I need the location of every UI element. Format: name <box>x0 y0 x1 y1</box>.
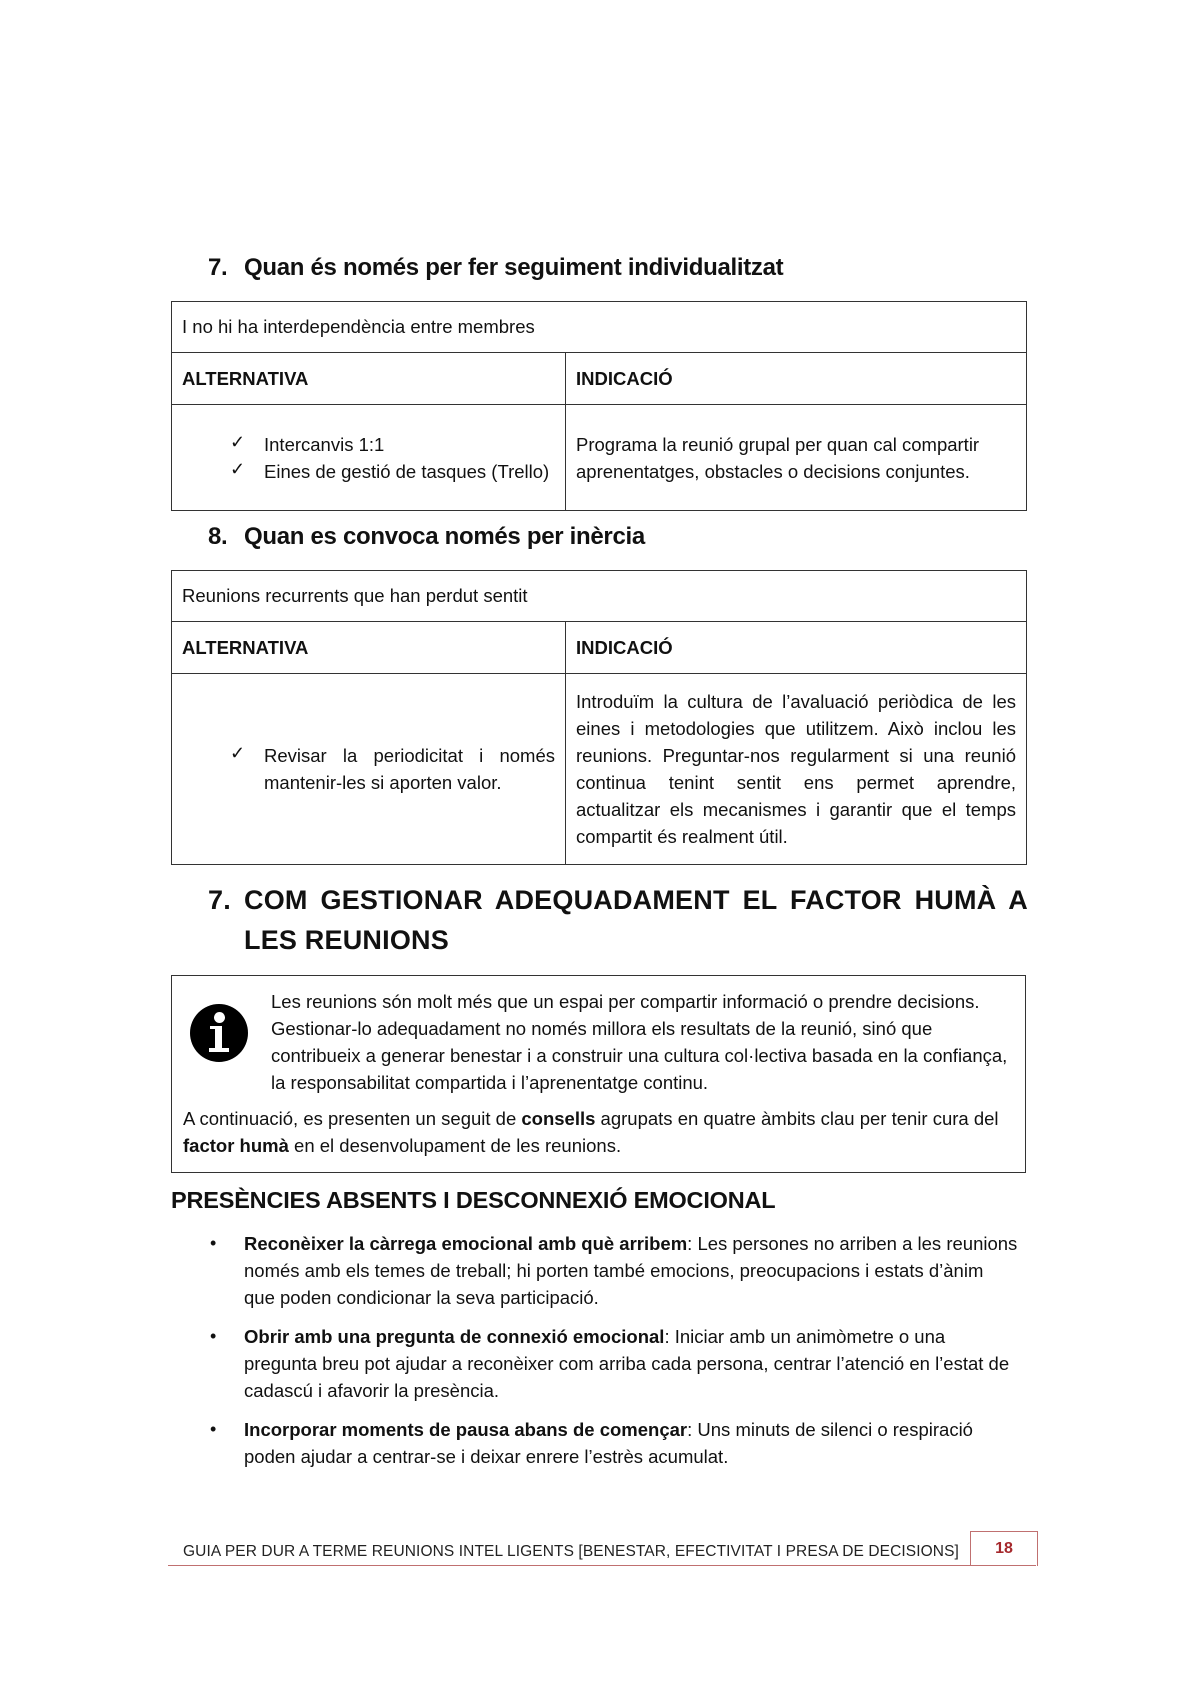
check-icon: ✓ <box>230 431 246 452</box>
footer-divider <box>168 1565 1036 1566</box>
list-item: • Incorporar moments de pausa abans de començar: Uns minuts de silenci o respiració poden ajudar a centrar-se i deixar enrere l’estrès acumulat. <box>208 1416 1018 1470</box>
check-icon: ✓ <box>230 743 246 763</box>
list-item: ✓ Eines de gestió de tasques (Trello) <box>230 458 555 485</box>
table-context: Reunions recurrents que han perdut sentit <box>172 571 1027 622</box>
col-header-indicacio: INDICACIÓ <box>566 353 1027 405</box>
col-header-alternativa: ALTERNATIVA <box>172 353 566 405</box>
col-header-indicacio: INDICACIÓ <box>566 622 1027 674</box>
section-title: Quan és només per fer seguiment individualitzat <box>244 254 784 281</box>
chapter-heading <box>208 880 1028 960</box>
list-item: ✓ Revisar la periodicitat i només mantenir-les si aporten valor. <box>230 742 555 796</box>
chapter-number: 7. <box>208 885 231 915</box>
alternatives-table-7 <box>171 301 1027 511</box>
list-item: ✓ Intercanvis 1:1 <box>230 431 555 458</box>
alternatives-table-8 <box>171 570 1027 865</box>
list-item: • Obrir amb una pregunta de connexió emocional: Iniciar amb un animòmetre o una pregunta breu pot ajudar a reconèixer com arriba cada persona, centrar l’atenció en l’estat de cadascú i afavorir la presència. <box>208 1323 1018 1404</box>
check-icon: ✓ <box>230 458 246 479</box>
indication-cell: Programa la reunió grupal per quan cal compartir aprenentatges, obstacles o decisions conjuntes. <box>566 405 1027 511</box>
bullet-icon: • <box>210 1233 217 1253</box>
page-number: 18 <box>995 1540 1013 1557</box>
bullet-icon: • <box>210 1326 217 1346</box>
info-paragraph-summary: A continuació, es presenten un seguit de consells agrupats en quatre àmbits clau per tenir cura del factor humà en el desenvolupament de les reunions. <box>183 1108 999 1156</box>
info-paragraph: Les reunions són molt més que un espai per compartir informació o prendre decisions. Gestionar-lo adequadament no només millora els resultats de la reunió, sinó que contribueix a generar benestar i a construir una cultura col·lectiva basada en la confiança, la responsabilitat compartida i l’aprenentatge continu. <box>271 991 1008 1093</box>
section-heading-8 <box>208 523 645 551</box>
col-header-alternativa: ALTERNATIVA <box>172 622 566 674</box>
list-item: • Reconèixer la càrrega emocional amb què arribem: Les persones no arriben a les reunions només amb els temes de treball; hi porten també emocions, preocupacions i estats d’ànim que poden condicionar la seva participació. <box>208 1230 1018 1311</box>
indication-cell: Introduïm la cultura de l’avaluació periòdica de les eines i metodologies que utilitzem. Això inclou les reunions. Preguntar-nos regularment si una reunió continua tenint sentit ens permet aprendre, actualitzar els mecanismes i garantir que el temps compartit és realment útil. <box>566 674 1027 865</box>
section-heading-7 <box>208 254 783 282</box>
alternatives-cell <box>172 405 566 511</box>
section-number: 8. <box>208 523 228 550</box>
alternatives-cell <box>172 674 566 865</box>
chapter-title: COM GESTIONAR ADEQUADAMENT EL FACTOR HUMÀ A LES REUNIONS <box>244 885 1028 955</box>
info-icon <box>190 1004 248 1062</box>
footer-title: GUIA PER DUR A TERME REUNIONS INTEL LIGENTS [BENESTAR, EFECTIVITAT I PRESA DE DECISIONS] <box>183 1543 959 1560</box>
tips-list <box>208 1230 1018 1482</box>
section-title: Quan es convoca només per inèrcia <box>244 523 645 550</box>
table-context: I no hi ha interdependència entre membres <box>172 302 1027 353</box>
bullet-icon: • <box>210 1419 217 1439</box>
section-number: 7. <box>208 254 228 281</box>
page-number-box <box>970 1531 1038 1566</box>
subsection-heading: PRESÈNCIES ABSENTS I DESCONNEXIÓ EMOCIONAL <box>171 1187 776 1213</box>
info-callout <box>171 975 1026 1173</box>
